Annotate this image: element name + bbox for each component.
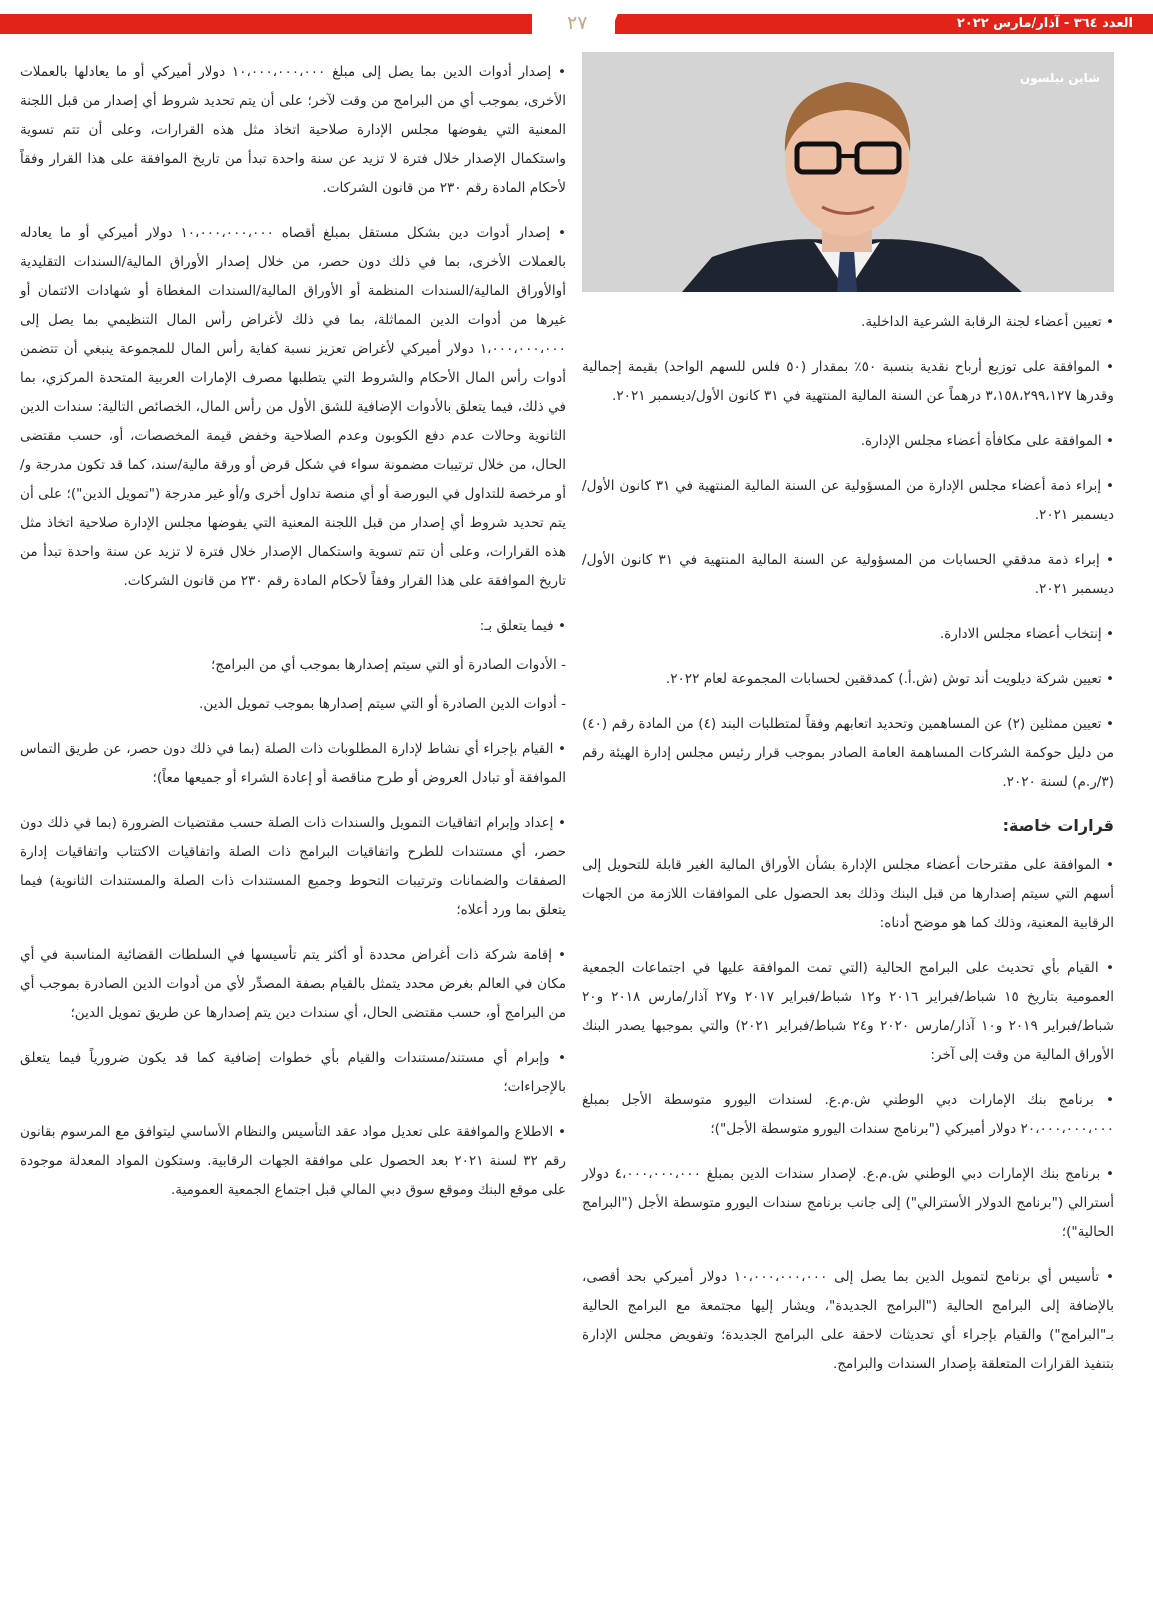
- resolution-item: • إعداد وإبرام اتفاقيات التمويل والسندات ذات الصلة حسب مقتضيات الضرورة (بما في ذلك دون حصر، أي مستندات للطرح واتفاقيات البرامج ذات الصلة واتفاقيات الاكتتاب واتفاقيات إدارة الصفقات والضمانات وترتيبات التحوط وجميع المستندات ذات الصلة والمستندات الثانوية) فيما يتعلق بما ورد أعلاه؛: [20, 815, 566, 918]
- special-resolution-item: • برنامج بنك الإمارات دبي الوطني ش.م.ع. لسندات اليورو متوسطة الأجل بمبلغ ٢٠،٠٠٠،٠٠٠،٠٠٠ دولار أميركي ("برنامج سندات اليورو متوسطة الأجل")؛: [582, 1092, 1114, 1137]
- right-column: [582, 52, 1114, 1395]
- section-heading: قرارات خاصة:: [1002, 816, 1114, 835]
- resolution-item: • الموافقة على مكافأة أعضاء مجلس الإدارة.: [860, 433, 1114, 449]
- resolution-item: • تعيين شركة ديلويت أند توش (ش.أ.) كمدققين لحسابات المجموعة لعام ٢٠٢٢.: [665, 671, 1114, 687]
- left-column: [20, 58, 566, 1221]
- resolution-item: • إبراء ذمة مدققي الحسابات من المسؤولية عن السنة المالية المنتهية في ٣١ كانون الأول/ديسمبر ٢٠٢١.: [582, 552, 1114, 597]
- resolution-item: • فيما يتعلق بـ:: [479, 618, 566, 634]
- header-stripe-right: [615, 14, 1153, 34]
- sub-item: - أدوات الدين الصادرة أو التي سيتم إصدارها بموجب تمويل الدين.: [199, 696, 566, 712]
- special-resolution-item: • القيام بأي تحديث على البرامج الحالية (التي تمت الموافقة عليها في اجتماعات الجمعية العمومية بتاريخ ١٥ شباط/فبراير ٢٠١٦ و١٢ شباط/فبراير ٢٠١٧ و٢٧ آذار/مارس ٢٠١٨ و٢٠ شباط/فبراير ٢٠١٩ و١٠ آذار/مارس ٢٠٢٠ و٢٤ شباط/فبراير ٢٠٢١) والتي بموجبها يصدر البنك الأوراق المالية من وقت إلى آخر:: [582, 960, 1115, 1063]
- resolution-item: • إصدار أدوات دين بشكل مستقل بمبلغ أقصاه ١٠،٠٠٠،٠٠٠،٠٠٠ دولار أميركي أو ما يعادله بالعملات الأخرى، بما في ذلك دون حصر، من خلال إصدار الأوراق المالية/السندات التقليدية أوالأوراق المالية/السندات المنظمة أو الأوراق المالية/السندات المغطاة أو شهادات الائتمان أو غيرها من أدوات الدين المماثلة، بما في ذلك لأغراض رأس المال التنظيمي بما يصل إلى ١،٠٠٠،٠٠٠،٠٠٠ دولار أميركي لأغراض تعزيز نسبة كفاية رأس المال للمجموعة ينبغي أن تتضمن أدوات رأس المال الأحكام والشروط التي يتطلبها مصرف الإمارات العربية المتحدة المركزي، بما في ذلك، فيما يتعلق بالأدوات الإضافية للشق الأول من رأس المال، الخصائص التالية: سندات الدين الثانوية وحالات عدم دفع الكوبون وعدم الصلاحية وخفض قيمة المخصصات، أو، حسب مقتضى الحال، من خلال ترتيبات مضمونة سواء في شكل قرض أو ورقة مالية/سند، كما قد تكون مدرجة و/أو مرخصة للتداول في البورصة أو أي منصة تداول أخرى و/أو غير مدرجة ("تمويل الدين")؛ على أن يتم تحديد شروط أي إصدار من قبل اللجنة المعنية التي يفوضها مجلس الإدارة صلاحية اتخاذ مثل هذه القرارات، وعلى أن تتم تسوية واستكمال الإصدار خلال فترة لا تزيد عن سنة واحدة تبدأ من تاريخ الموافقة على هذا القرار وفقاً لأحكام المادة رقم ٢٣٠ من قانون الشركات.: [20, 225, 567, 589]
- header-stripe-left: [0, 14, 532, 34]
- special-resolution-item: • الموافقة على مقترحات أعضاء مجلس الإدارة بشأن الأوراق المالية الغير قابلة للتحويل إلى أسهم التي سيتم إصدارها من قبل البنك وذلك بعد الحصول على الموافقات اللازمة من الجهات الرقابية المعنية، وذلك كما هو موضح أدناه:: [582, 857, 1114, 931]
- resolution-item: • وإبرام أي مستند/مستندات والقيام بأي خطوات إضافية كما قد يكون ضرورياً فيما يتعلق بالإجراءات؛: [20, 1050, 566, 1095]
- special-resolution-item: • تأسيس أي برنامج لتمويل الدين بما يصل إلى ١٠،٠٠٠،٠٠٠،٠٠٠ دولار أميركي بحد أقصى، بالإضافة إلى البرامج الحالية ("البرامج الجديدة"، ويشار إليها مجتمعة مع البرامج الحالية بـ"البرامج") والقيام بإجراء أي تحديثات لاحقة على البرامج الجديدة؛ وتفويض مجلس الإدارة بتنفيذ القرارات المتعلقة بإصدار السندات والبرامج.: [582, 1269, 1114, 1372]
- resolution-item: • تعيين ممثلين (٢) عن المساهمين وتحديد اتعابهم وفقاً لمتطلبات البند (٤) من المادة رقم (٤٠) من دليل حوكمة الشركات المساهمة العامة الصادر بموجب قرار رئيس مجلس إدارة الهيئة رقم (٣/ر.م) لسنة ٢٠٢٠.: [582, 716, 1114, 790]
- page-number-text: ٢٧: [566, 12, 588, 34]
- resolution-item: • إنتخاب أعضاء مجلس الادارة.: [939, 626, 1114, 642]
- photo-caption: شاين نيلسون: [1019, 71, 1100, 85]
- portrait-photo: [582, 52, 1114, 292]
- resolution-item: • إصدار أدوات الدين بما يصل إلى مبلغ ١٠،٠٠٠،٠٠٠،٠٠٠ دولار أميركي أو ما يعادلها بالعملات الأخرى، بموجب أي من البرامج من وقت لآخر؛ على أن يتم تحديد شروط أي إصدار من قبل اللجنة المعنية التي يفوضها مجلس الإدارة صلاحية اتخاذ مثل هذه القرارات، وعلى أن تتم تسوية واستكمال الإصدار خلال فترة لا تزيد عن سنة واحدة تبدأ من تاريخ الموافقة على هذا القرار وفقاً لأحكام المادة رقم ٢٣٠ من قانون الشركات.: [20, 64, 566, 196]
- page-number: [533, 6, 621, 40]
- resolution-item: • إبراء ذمة أعضاء مجلس الإدارة من المسؤولية عن السنة المالية المنتهية في ٣١ كانون الأول/ديسمبر ٢٠٢١.: [582, 478, 1114, 523]
- resolution-item: • تعيين أعضاء لجنة الرقابة الشرعية الداخلية.: [861, 314, 1114, 330]
- resolution-item: • إقامة شركة ذات أغراض محددة أو أكثر يتم تأسيسها في السلطات القضائية المناسبة في أي مكان في العالم بغرض محدد يتمثل بالقيام بصفة المصدِّر لأي من أدوات الدين الصادرة بموجب أي من البرامج أو، حسب مقتضى الحال، أي سندات دين يتم إصدارها عن طريق تمويل الدين؛: [20, 947, 566, 1021]
- resolution-item: • القيام بإجراء أي نشاط لإدارة المطلوبات ذات الصلة (بما في ذلك دون حصر، عن طريق التماس الموافقة أو تبادل العروض أو طرح مناقصة أو إعادة الشراء أو جميعها معاً)؛: [20, 741, 566, 786]
- resolution-item: • الموافقة على توزيع أرباح نقدية بنسبة ٥٠٪ بمقدار (٥٠ فلس للسهم الواحد) بقيمة إجمالية وقدرها ٣،١٥٨،٢٩٩،١٢٧ درهماً عن السنة المالية المنتهية في ٣١ كانون الأول/ديسمبر ٢٠٢١.: [582, 359, 1114, 404]
- special-resolution-item: • برنامج بنك الإمارات دبي الوطني ش.م.ع. لإصدار سندات الدين بمبلغ ٤،٠٠٠،٠٠٠،٠٠٠ دولار أسترالي ("برنامج الدولار الأسترالي") إلى جانب برنامج سندات اليورو متوسطة الأجل ("البرامج الحالية")؛: [582, 1166, 1114, 1240]
- resolution-item: • الاطلاع والموافقة على تعديل مواد عقد التأسيس والنظام الأساسي ليتوافق مع المرسوم بقانون رقم ٣٢ لسنة ٢٠٢١ بعد الحصول على موافقة الجهات الرقابية. وستكون المواد المعدلة موجودة على موقع البنك وموقع سوق دبي المالي قبل اجتماع الجمعية العمومية.: [20, 1124, 566, 1198]
- issue-label: العدد ٣٦٤ - آذار/مارس ٢٠٢٢: [956, 16, 1133, 31]
- sub-item: - الأدوات الصادرة أو التي سيتم إصدارها بموجب أي من البرامج؛: [210, 657, 566, 673]
- header-bar: [0, 14, 1153, 34]
